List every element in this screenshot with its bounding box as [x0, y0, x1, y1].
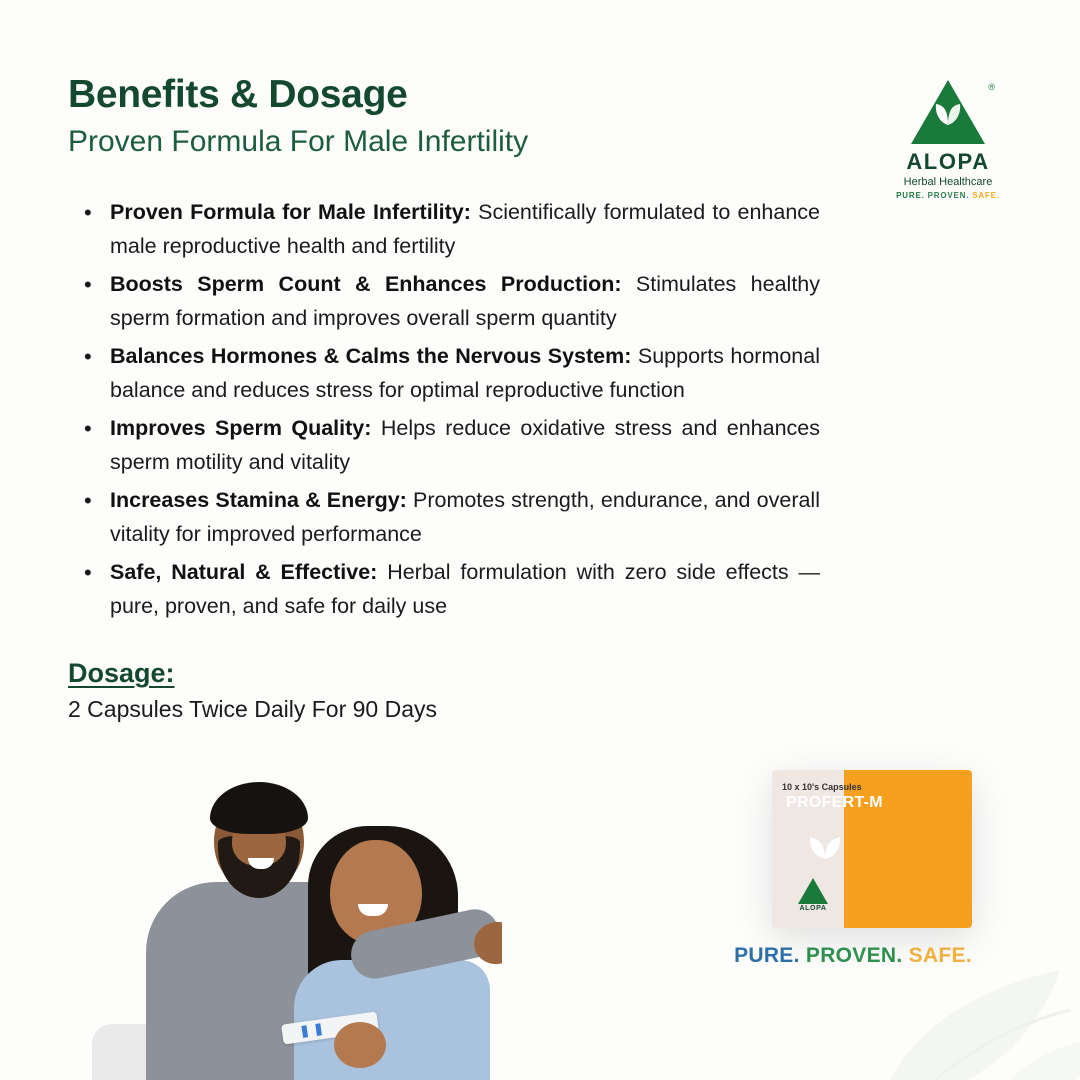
benefit-label: Balances Hormones & Calms the Nervous System:	[110, 343, 632, 368]
list-item	[72, 268, 820, 336]
benefits-list	[72, 196, 820, 628]
pack-product-name: PROFERT-M	[786, 794, 883, 811]
pack-quantity: 10 x 10's Capsules	[782, 782, 862, 792]
benefit-text: Scientifically formulated to enhance male reproductive health and fertility	[110, 200, 820, 258]
benefit-label: Increases Stamina & Energy:	[110, 487, 407, 512]
benefit-text: Promotes strength, endurance, and overall vitality for improved performance	[110, 487, 820, 546]
test-line-two	[315, 1023, 322, 1036]
page-header	[68, 74, 868, 159]
pack-leaf-icon	[808, 836, 842, 860]
page-title: Benefits & Dosage	[68, 73, 408, 116]
page-subtitle: Proven Formula For Male Infertility	[68, 124, 529, 158]
benefit-text: Stimulates healthy sperm formation and improves overall sperm quantity	[110, 271, 821, 330]
registered-mark: ®	[988, 82, 995, 92]
footer-proven: PROVEN.	[805, 944, 903, 967]
benefit-label: Proven Formula for Male Infertility:	[110, 200, 471, 224]
woman-hand	[334, 1022, 386, 1068]
brand-tagline: Herbal Healthcare	[903, 176, 993, 188]
footer-safe: SAFE.	[908, 944, 972, 967]
benefit-label: Safe, Natural & Effective:	[110, 559, 378, 584]
dosage-block	[68, 658, 668, 723]
benefit-text: Helps reduce oxidative stress and enhances sperm motility and vitality	[110, 415, 820, 474]
brand-proven: PROVEN.	[927, 191, 970, 200]
dosage-heading: Dosage:	[68, 658, 175, 688]
brand-safe: SAFE.	[972, 191, 1000, 200]
brand-pps	[878, 191, 1018, 200]
leaf-icon	[933, 100, 963, 126]
list-item	[72, 412, 820, 480]
leaf-watermark-icon	[840, 880, 1080, 1080]
benefit-text: Supports hormonal balance and reduces stress for optimal reproductive function	[110, 343, 820, 402]
footer-pure: PURE.	[734, 944, 800, 967]
couple-photo	[82, 770, 502, 1080]
pack-brand-name: ALOPA	[799, 905, 827, 912]
list-item	[72, 484, 820, 552]
pack-triangle-icon	[798, 878, 828, 904]
dosage-text: 2 Capsules Twice Daily For 90 Days	[68, 696, 437, 722]
benefit-label: Improves Sperm Quality:	[110, 415, 372, 440]
logo-mark	[911, 80, 995, 146]
brand-name: ALOPA	[906, 149, 990, 174]
list-item	[72, 340, 820, 408]
brand-pure: PURE.	[896, 191, 925, 200]
pack-brand-logo	[790, 878, 836, 912]
benefit-text: Herbal formulation with zero side effects — pure, proven, and safe for daily use	[110, 559, 820, 618]
test-line-one	[301, 1025, 308, 1038]
list-item	[72, 556, 820, 624]
brand-logo	[878, 80, 1018, 200]
list-item	[72, 196, 820, 264]
benefit-label: Boosts Sperm Count & Enhances Production:	[110, 271, 622, 296]
